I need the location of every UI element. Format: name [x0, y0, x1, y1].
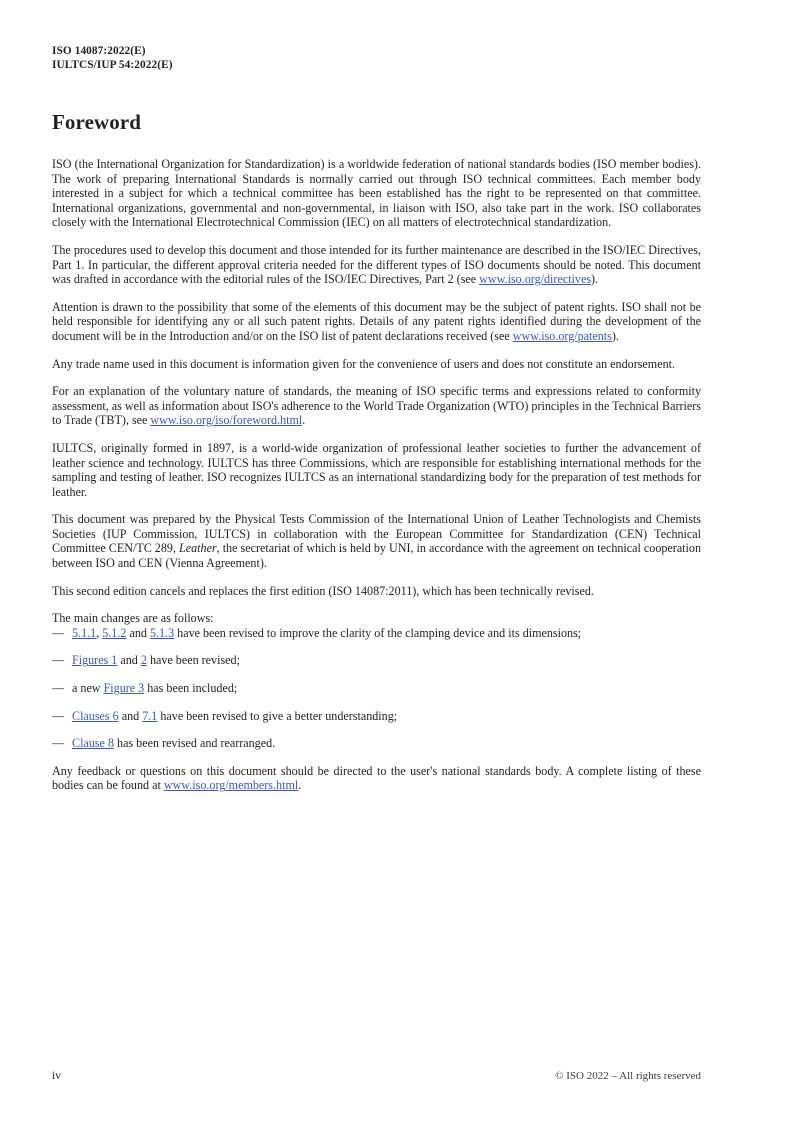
text-run: ISO (the International Organization for Standardization) is a worldwide federation of national standards bodies (ISO member bodies). The work of preparing International Standards is normally carried out through ISO technical committees. Each member body interested in a subject for which a technical committee has been established has the right to be represented on that committee. International organizations, governmental and non-governmental, in liaison with ISO, also take part in the work. ISO collaborates closely with the International Electrotechnical Commission (IEC) on all matters of electrotechnical standardization. — [52, 157, 701, 230]
paragraph — [52, 157, 701, 230]
text-run: This document was prepared by the Physical Tests Commission of the International Union of Leather Technologists and Chemists Societies (IUP Commission, IULTCS) in collaboration with the European Committee for Standardization (CEN) Technical Committee CEN/TC 289, — [52, 512, 701, 556]
list-bullet-dash: — — [52, 653, 65, 668]
closing-paragraphs — [52, 764, 701, 793]
list-item — [52, 626, 701, 641]
cross-reference-link[interactable]: www.iso.org/members.html — [163, 778, 299, 793]
list-bullet-dash: — — [52, 625, 65, 640]
emphasis-text: Leather — [179, 541, 217, 556]
text-run: have been revised to improve the clarity of the clamping device and its dimensions; — [174, 625, 582, 640]
list-item — [52, 736, 701, 751]
cross-reference-link[interactable]: 2 — [140, 653, 147, 668]
header-standard-number: ISO 14087:2022(E) — [52, 45, 146, 57]
text-run: ). — [611, 328, 619, 343]
main-changes-list — [52, 626, 701, 751]
paragraph — [52, 611, 701, 626]
text-run: has been revised and rearranged. — [114, 736, 276, 751]
footer-copyright: © ISO 2022 – All rights reserved — [555, 1070, 701, 1082]
paragraph — [52, 357, 701, 372]
text-run: . — [302, 413, 306, 428]
text-run: IULTCS, originally formed in 1897, is a world-wide organization of professional leather societies to further the advancement of leather science and technology. IULTCS has three Commissions, which are responsible for establishing international methods for the sampling and testing of leather. ISO recognizes IULTCS as an international standardizing body for the preparation of test methods for leather. — [52, 440, 701, 499]
cross-reference-link[interactable]: www.iso.org/directives — [479, 272, 592, 287]
paragraph — [52, 384, 701, 428]
text-run: Any trade name used in this document is information given for the convenience of users and does not constitute an endorsement. — [52, 356, 675, 371]
page-title: Foreword — [52, 110, 142, 134]
running-header — [52, 44, 701, 72]
paragraph — [52, 441, 701, 499]
list-item — [52, 709, 701, 724]
paragraph — [52, 512, 701, 570]
text-run: The procedures used to develop this document and those intended for its further maintenance are described in the ISO/IEC Directives, Part 1. In particular, the different approval criteria needed for the different types of ISO documents should be noted. This document was drafted in accordance with the editorial rules of the ISO/IEC Directives, Part 2 (see — [52, 242, 701, 287]
text-run: and — [117, 653, 141, 668]
cross-reference-link[interactable]: Clauses 6 — [72, 708, 119, 723]
footer-page-number: iv — [52, 1070, 61, 1082]
text-run: and — [126, 625, 150, 640]
paragraph — [52, 764, 701, 793]
foreword-body — [52, 157, 701, 793]
cross-reference-link[interactable]: Clause 8 — [72, 736, 114, 751]
cross-reference-link[interactable]: 5.1.1 — [72, 625, 97, 640]
text-run: . — [298, 778, 302, 793]
cross-reference-link[interactable]: 5.1.3 — [149, 625, 175, 640]
text-run: Any feedback or questions on this document should be directed to the user's national standards body. A complete listing of these bodies can be found at — [52, 763, 701, 793]
list-item — [52, 681, 701, 696]
foreword-paragraphs — [52, 157, 701, 626]
text-run: , — [96, 625, 103, 640]
cross-reference-link[interactable]: www.iso.org/patents — [512, 328, 612, 343]
paragraph — [52, 243, 701, 287]
paragraph — [52, 300, 701, 344]
list-item — [52, 653, 701, 668]
paragraph — [52, 584, 701, 599]
text-run: has been included; — [144, 681, 238, 696]
text-run: This second edition cancels and replaces the first edition (ISO 14087:2011), which has been technically revised. — [52, 583, 594, 598]
text-run: and — [118, 708, 143, 723]
list-bullet-dash: — — [52, 736, 65, 751]
cross-reference-link[interactable]: www.iso.org/iso/foreword.html — [150, 413, 303, 428]
text-run: The main changes are as follows: — [52, 611, 214, 626]
list-bullet-dash: — — [52, 681, 65, 696]
cross-reference-link[interactable]: Figures 1 — [72, 653, 118, 668]
header-iultcs-number: IULTCS/IUP 54:2022(E) — [52, 59, 173, 72]
text-run: For an explanation of the voluntary nature of standards, the meaning of ISO specific terms and expressions related to conformity assessment, as well as information about ISO's adherence to the World Trade Organization (WTO) principles in the Technical Barriers to Trade (TBT), see — [52, 384, 701, 428]
cross-reference-link[interactable]: 7.1 — [142, 708, 158, 723]
list-bullet-dash: — — [52, 708, 65, 723]
text-run: have been revised to give a better understanding; — [157, 708, 398, 723]
cross-reference-link[interactable]: Figure 3 — [103, 681, 145, 696]
text-run: have been revised; — [146, 653, 240, 668]
text-run: Attention is drawn to the possibility that some of the elements of this document may be the subject of patent rights. ISO shall not be held responsible for identifying any or all such patent rights. Details of any patent rights identified during the development of the document will be in the Introduction and/or on the ISO list of patent declarations received (see — [52, 299, 701, 343]
cross-reference-link[interactable]: 5.1.2 — [102, 625, 127, 640]
text-run: a new — [72, 681, 104, 696]
page-footer — [52, 1069, 701, 1083]
text-run: ). — [591, 272, 599, 287]
text-run: , the secretariat of which is held by UNI, in accordance with the agreement on technical cooperation between ISO and CEN (Vienna Agreement). — [52, 541, 701, 571]
